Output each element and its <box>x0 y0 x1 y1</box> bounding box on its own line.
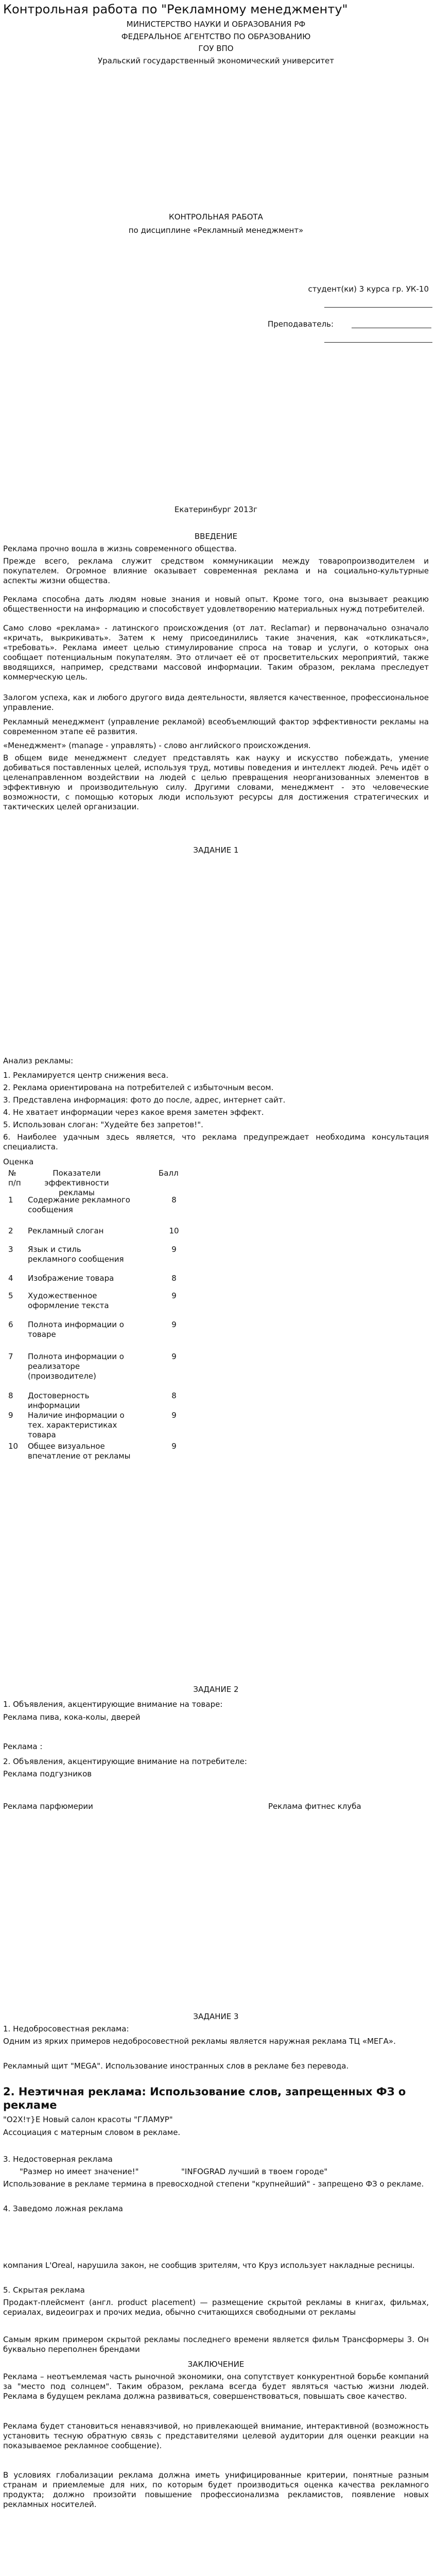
intro-p5: Залогом успеха, как и любого другого вида деятельности, является качественное, профессиональное управление. <box>3 693 429 712</box>
task3-subheading: 4. Заведомо ложная реклама <box>3 2204 123 2213</box>
teacher-signature-line <box>324 342 432 343</box>
intro-p6: Рекламный менеджмент (управление рекламой) всеобъемлющий фактор эффективности рекламы на современном этапе её развития. <box>3 717 429 736</box>
task3-subheading: 5. Скрытая реклама <box>3 2285 85 2295</box>
table-cell-number: 1 <box>8 1195 13 1205</box>
gou-line: ГОУ ВПО <box>198 44 234 53</box>
student-name-line <box>324 307 432 308</box>
table-cell-score: 9 <box>171 1352 177 1361</box>
intro-p4: Само слово «реклама» - латинского происхождения (от лат. Reclamar) и первоначально означало «кричать, выкрикивать». Затем к нему присоединились такие значения, как «откликаться», «требовать». Реклама имеет целью стимулирование спроса на товар и услуги, о которых она сообщает потенциальным покупателям. Это отличает её от просветительских мероприятий, также вводящихся, например, средствами массовой информации. Таким образом, реклама преследует коммерческую цель. <box>3 623 429 682</box>
table-cell-indicator: Содержание рекламного сообщения <box>28 1195 130 1214</box>
discipline-line: по дисциплине «Рекламный менеджмент» <box>128 226 304 235</box>
table-cell-indicator: Язык и стиль рекламного сообщения <box>28 1245 124 1264</box>
task3-text: "О2Х!т}Е Новый салон красоты "ГЛАМУР" <box>3 2115 173 2124</box>
task3-heading: ЗАДАНИЕ 3 <box>193 2012 239 2021</box>
table-cell-number: 8 <box>8 1391 13 1400</box>
table-cell-indicator: Изображение товара <box>28 1274 114 1283</box>
task3-subheading: 3. Недостоверная реклама <box>3 2155 113 2164</box>
table-cell-indicator: Наличие информации о тех. характеристиках товара <box>28 1411 125 1439</box>
analysis-item: 5. Использован слоган: "Худейте без запретов!". <box>3 1120 203 1129</box>
rating-table <box>3 1168 250 1529</box>
table-cell-score: 10 <box>169 1226 179 1235</box>
table-cell-score: 9 <box>171 1411 177 1420</box>
city-year: Екатеринбург 2013г <box>174 505 258 514</box>
table-cell-indicator: Полнота информации о реализаторе (производителе) <box>28 1352 124 1381</box>
table-cell-indicator: Художественное оформление текста <box>28 1291 109 1310</box>
task3-subheading-bold: 2. Неэтичная реклама: Использование слов, запрещенных ФЗ о рекламе <box>3 2086 406 2111</box>
task2-line: Реклама : <box>3 1742 43 1751</box>
analysis-item: 2. Реклама ориентирована на потребителей с избыточным весом. <box>3 1083 274 1092</box>
table-cell-score: 8 <box>171 1195 177 1205</box>
task3-text: Рекламный щит "MEGA". Использование иностранных слов в рекламе без перевода. <box>3 2061 349 2071</box>
table-cell-number: 7 <box>8 1352 13 1361</box>
analysis-item: 3. Представлена информация: фото до после, адрес, интернет сайт. <box>3 1095 286 1105</box>
intro-p7: «Менеджмент» (manage - управлять) - слово английского происхождения. <box>3 741 311 750</box>
task3-text: Ассоциация с матерным словом в рекламе. <box>3 2128 181 2137</box>
task3-text: "Размер но имеет значение!" <box>20 2167 139 2176</box>
task2-line: Реклама пива, кока-колы, дверей <box>3 1713 141 1722</box>
task3-text: Использование в рекламе термина в превосходной степени "крупнейший" - запрещено ФЗ о рекламе. <box>3 2179 424 2189</box>
agency-line: ФЕДЕРАЛЬНОЕ АГЕНТСТВО ПО ОБРАЗОВАНИЮ <box>121 32 311 41</box>
table-cell-number: 4 <box>8 1274 13 1283</box>
student-line: студент(ки) 3 курса гр. УК-10 <box>308 284 429 294</box>
task3-text: "INFOGRAD лучший в твоем городе" <box>181 2167 328 2176</box>
table-cell-number: 9 <box>8 1411 13 1420</box>
task2-line: 2. Объявления, акцентирующие внимание на потребителе: <box>3 1757 247 1766</box>
analysis-item: 6. Наиболее удачным здесь является, что реклама предупреждает необходима консультация специалиста. <box>3 1132 429 1151</box>
task2-line: 1. Объявления, акцентирующие внимание на товаре: <box>3 1700 223 1709</box>
task2-line: Реклама подгузников <box>3 1769 92 1778</box>
table-cell-score: 8 <box>171 1274 177 1283</box>
work-title: КОНТРОЛЬНАЯ РАБОТА <box>169 212 263 222</box>
table-cell-indicator: Достоверность информации <box>28 1391 90 1410</box>
analysis-label: Анализ рекламы: <box>3 1056 74 1065</box>
conclusion-heading: ЗАКЛЮЧЕНИЕ <box>187 2360 245 2369</box>
conclusion-p2: Реклама будет становиться ненавязчивой, но привлекающей внимание, интерактивной (возможность установить тесную обратную связь с представителями целевой аудитории для оценки реакции на показываемое рекламное сообщение). <box>3 2421 429 2450</box>
task2-line: Реклама фитнес клуба <box>268 1802 361 1811</box>
table-cell-score: 9 <box>171 1442 177 1451</box>
task3-text: компания L'Oreal, нарушила закон, не сообщив зрителям, что Круз использует накладные ресницы. <box>3 2261 415 2270</box>
ministry-line: МИНИСТЕРСТВО НАУКИ И ОБРАЗОВАНИЯ РФ <box>126 20 306 29</box>
table-cell-score: 9 <box>171 1245 177 1254</box>
table-cell-number: 3 <box>8 1245 13 1254</box>
rating-label: Оценка <box>3 1157 34 1166</box>
intro-p8: В общем виде менеджмент следует представлять как науку и искусство побеждать, умение добиваться поставленных целей, используя труд, мотивы поведения и интеллект людей. Речь идёт о целенаправленном воздействии на людей с целью превращения неорганизованных элементов в эффективную и производительную силу. Другими словами, менеджмент - это человеческие возможности, с помощью которых люди используют ресурсы для достижения стратегических и тактических целей организации. <box>3 753 429 811</box>
intro-p2: Прежде всего, реклама служит средством коммуникации между товаропроизводителем и покупателем. Огромное влияние оказывает современная реклама и на социально-культурные аспекты жизни общества. <box>3 556 429 585</box>
task3-text: Самым ярким примером скрытой рекламы последнего времени является фильм Трансформеры 3. Он буквально переполнен брендами <box>3 2335 429 2354</box>
conclusion-p1: Реклама – неотъемлемая часть рыночной экономики, она сопутствует конкурентной борьбе компаний за "место под солнцем". Таким образом, реклама всегда будет являться частью жизни людей. Реклама в будущем реклама должна развиваться, совершенствоваться, повышать свое качество. <box>3 2372 429 2401</box>
table-cell-number: 10 <box>8 1442 19 1451</box>
table-header-indicator: Показатели эффективности рекламы <box>44 1168 109 1197</box>
task2-heading: ЗАДАНИЕ 2 <box>193 1685 239 1694</box>
analysis-item: 4. Не хватает информации через какое время заметен эффект. <box>3 1108 264 1117</box>
university-line: Уральский государственный экономический университет <box>97 56 335 65</box>
intro-heading: ВВЕДЕНИЕ <box>194 532 238 541</box>
task1-heading: ЗАДАНИЕ 1 <box>193 845 239 855</box>
table-header-number: № п/п <box>8 1168 21 1188</box>
intro-p1: Реклама прочно вошла в жизнь современного общества. <box>3 544 237 553</box>
table-cell-indicator: Общее визуальное впечатление от рекламы <box>28 1442 131 1461</box>
analysis-item: 1. Рекламируется центр снижения веса. <box>3 1071 169 1080</box>
table-cell-number: 5 <box>8 1291 13 1300</box>
task3-text: Одним из ярких примеров недобросовестной рекламы является наружная реклама ТЦ «МЕГА». <box>3 2037 396 2046</box>
table-cell-score: 8 <box>171 1391 177 1400</box>
teacher-label: Преподаватель: <box>268 319 334 329</box>
document-title: Контрольная работа по "Рекламному менеджменту" <box>3 2 348 16</box>
table-cell-indicator: Рекламный слоган <box>28 1226 104 1235</box>
table-cell-number: 2 <box>8 1226 13 1235</box>
task2-line: Реклама парфюмерии <box>3 1802 93 1811</box>
table-cell-indicator: Полнота информации о товаре <box>28 1320 124 1339</box>
task3-subheading: 1. Недобросовестная реклама: <box>3 2024 129 2033</box>
table-cell-score: 9 <box>171 1291 177 1300</box>
task3-text: Продакт-плейсмент (англ. product placement) — размещение скрытой рекламы в книгах, фильмах, сериалах, видеоиграх и прочих медиа, обычно считающихся свободными от рекламы <box>3 2298 429 2317</box>
table-cell-score: 9 <box>171 1320 177 1329</box>
conclusion-p3: В условиях глобализации реклама должна иметь унифицированные критерии, понятные разным странам и приемлемые для них, по которым будет производиться оценка качества рекламного продукта; должно произойти повышение профессионализма рекламистов, появление новых рекламных носителей. <box>3 2470 429 2509</box>
intro-p3: Реклама способна дать людям новые знания и новый опыт. Кроме того, она вызывает реакцию общественности на информацию и способствует удовлетворению материальных нужд потребителей. <box>3 595 429 614</box>
table-header-score: Балл <box>159 1168 179 1178</box>
table-cell-number: 6 <box>8 1320 13 1329</box>
